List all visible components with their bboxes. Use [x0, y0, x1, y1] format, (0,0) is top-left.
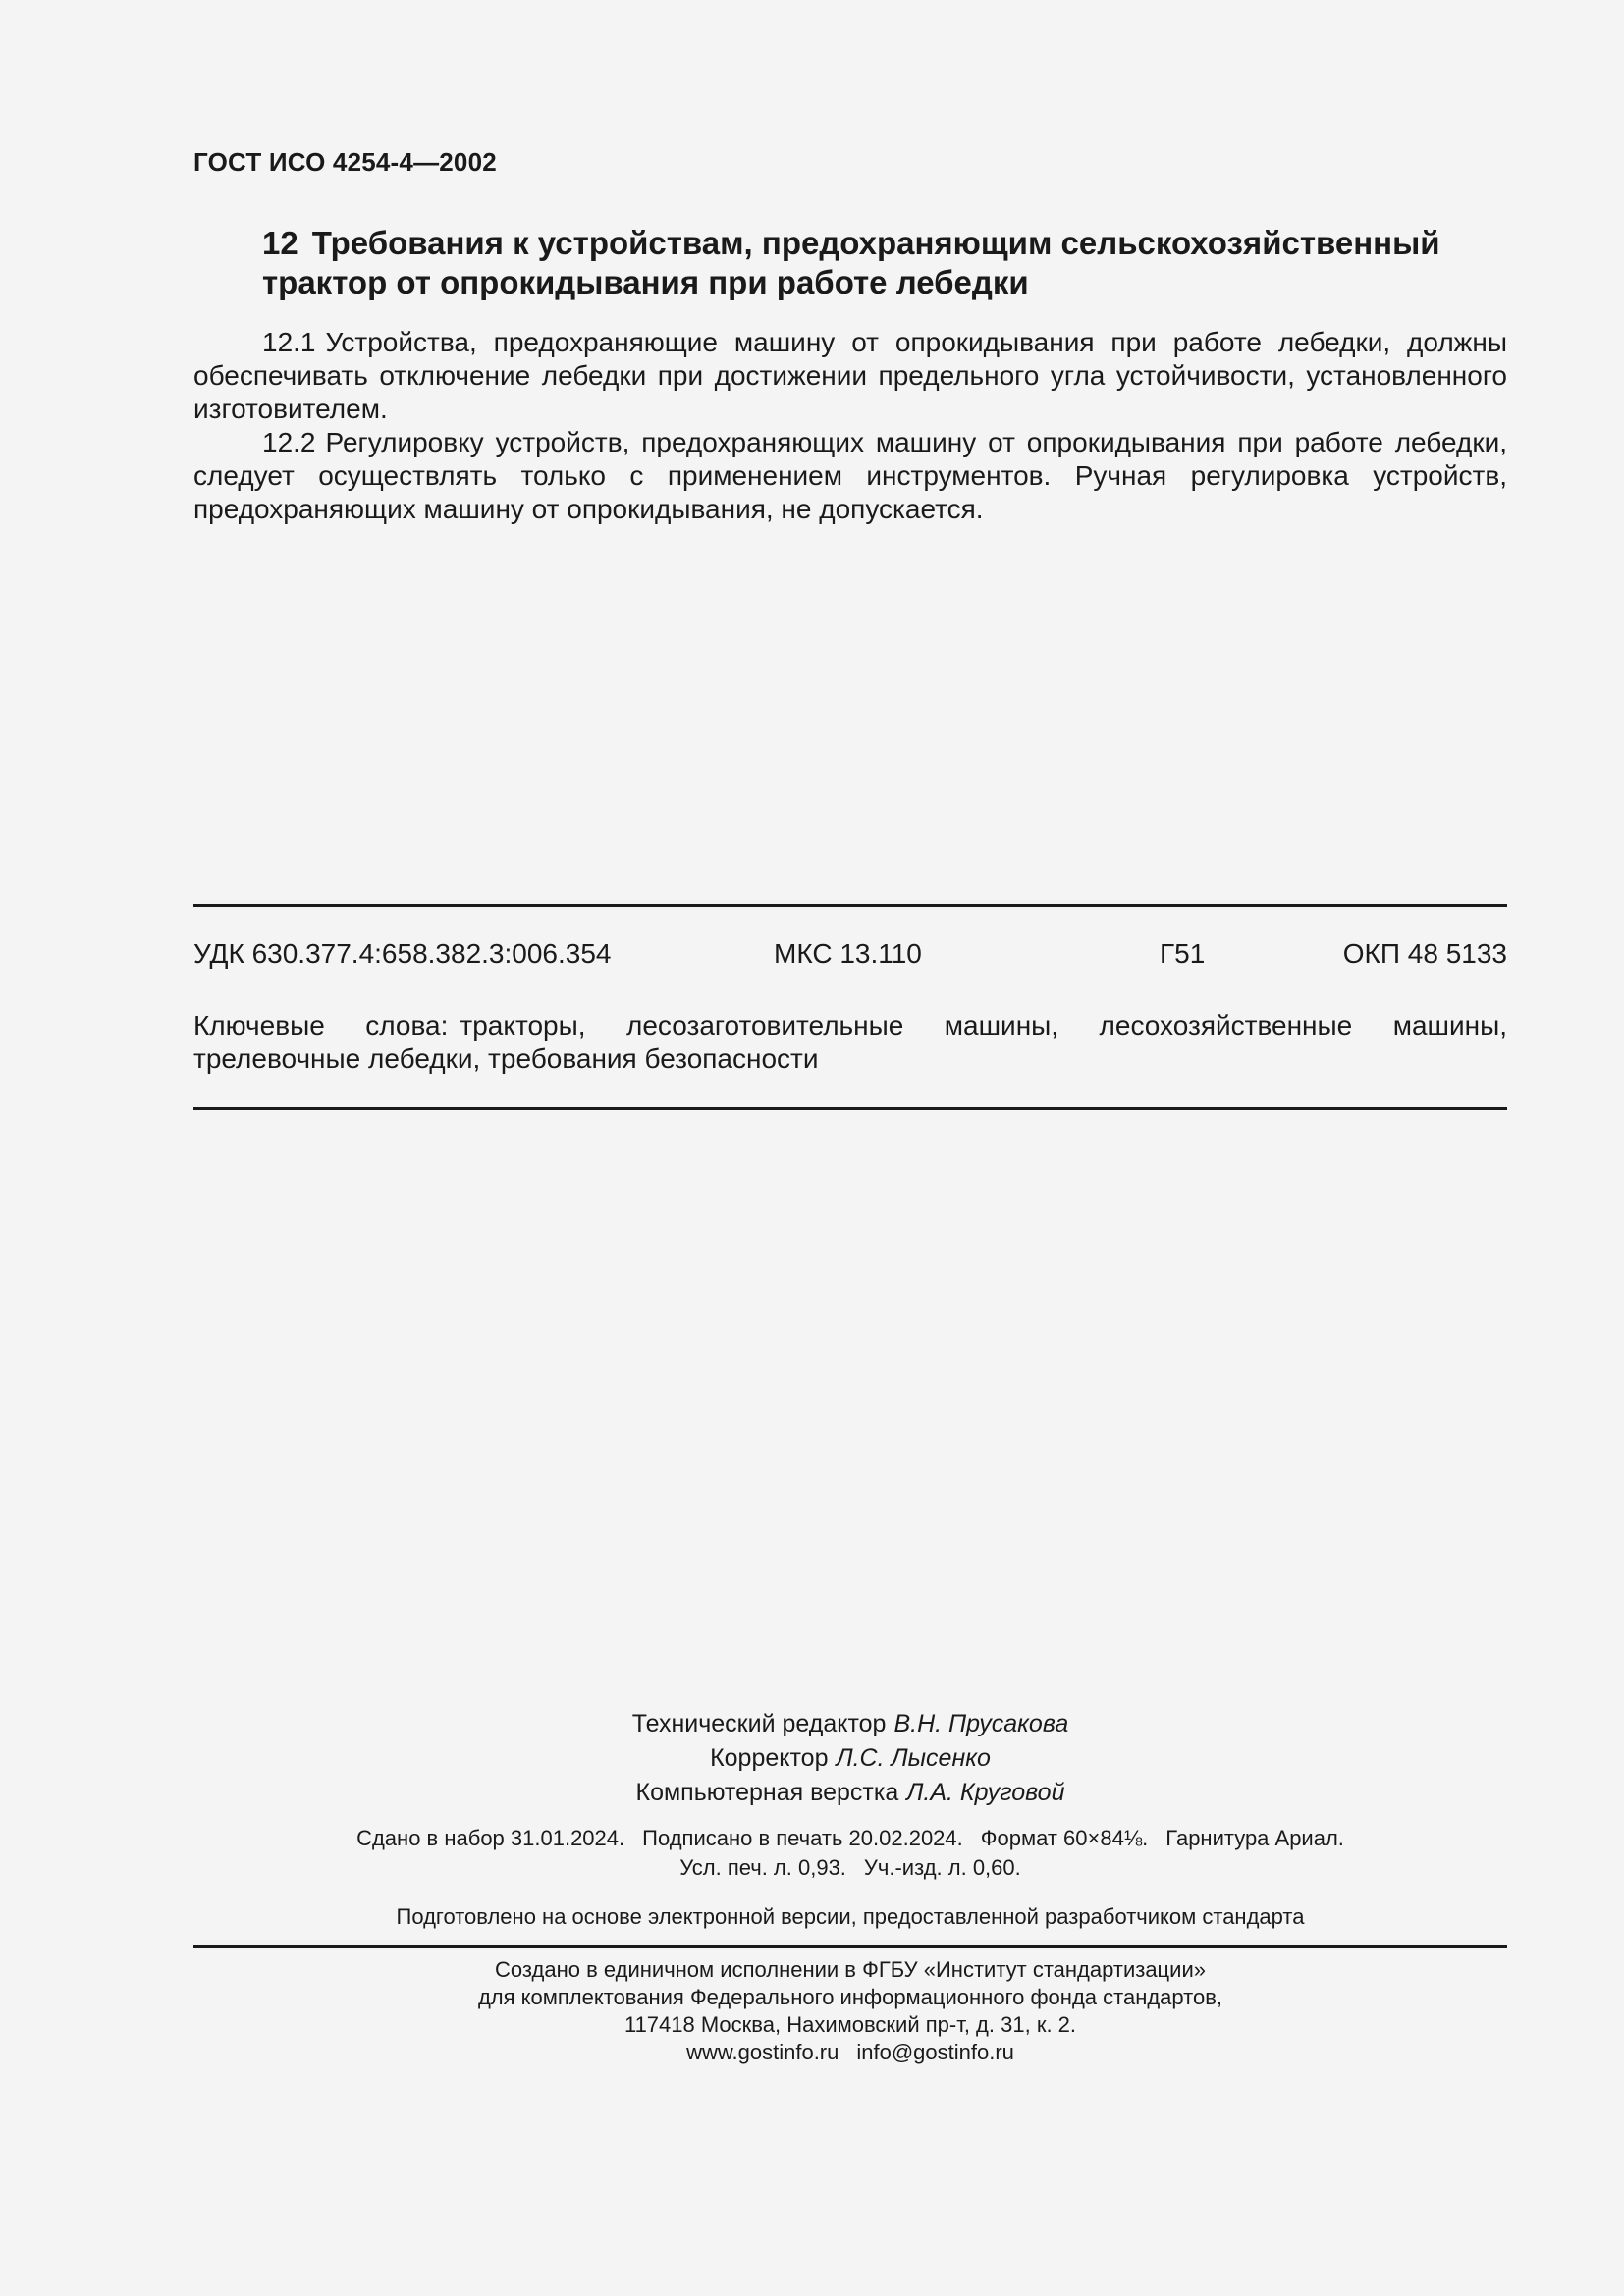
paragraph: [193, 326, 1507, 426]
email-link[interactable]: info@gostinfo.ru: [856, 2040, 1014, 2064]
credit-row: [193, 1741, 1507, 1776]
credit-name: В.Н. Прусакова: [893, 1710, 1069, 1737]
imprint: [193, 1824, 1507, 1883]
section-number: 12: [262, 225, 298, 261]
credit-row: [193, 1776, 1507, 1810]
imprint-line: [193, 1853, 1507, 1883]
divider-top: [193, 904, 1507, 907]
paragraph-text: Устройства, предохраняющие машину от опрокидывания при работе лебедки, должны обеспечивать отключение лебедки при достижении предельного угла устойчивости, установленного изготовителем.: [193, 327, 1507, 424]
imprint-format: Формат 60×84⅛.: [980, 1826, 1149, 1850]
udk-code: УДК 630.377.4:658.382.3:006.354: [193, 938, 612, 969]
credit-role: Компьютерная верстка: [635, 1779, 899, 1806]
website-link[interactable]: www.gostinfo.ru: [686, 2040, 839, 2064]
divider-publisher: [193, 1945, 1507, 1948]
okp-code: ОКП 48 5133: [1342, 938, 1507, 969]
publisher-address: 117418 Москва, Нахимовский пр-т, д. 31, к. 2.: [623, 2012, 1077, 2037]
imprint-typeset-date: Сдано в набор 31.01.2024.: [356, 1826, 625, 1850]
document-header: ГОСТ ИСО 4254-4—2002: [193, 147, 497, 177]
publisher-info: [193, 1956, 1507, 2066]
credit-role: Технический редактор: [631, 1710, 887, 1737]
classification-row: [193, 938, 1507, 972]
paragraph: [193, 426, 1507, 526]
imprint-publisher-sheets: Уч.-изд. л. 0,60.: [863, 1855, 1021, 1880]
group-code: Г51: [1160, 938, 1206, 969]
paragraph-number: 12.2: [262, 427, 316, 457]
credit-row: [193, 1707, 1507, 1741]
credit-name: Л.А. Круговой: [906, 1779, 1065, 1806]
credits: [193, 1707, 1507, 1810]
publisher-contacts: [193, 2039, 1507, 2066]
mks-code: МКС 13.110: [774, 938, 922, 969]
credit-role: Корректор: [710, 1744, 829, 1772]
section-title-text: Требования к устройствам, предохраняющим сельскохозяйственный трактор от опрокидывания при работе лебедки: [262, 225, 1440, 300]
publisher-line: Создано в единичном исполнении в ФГБУ «Институт стандартизации»: [495, 1957, 1206, 1982]
paragraph-number: 12.1: [262, 327, 316, 357]
publisher-line: для комплектования Федерального информационного фонда стандартов,: [477, 1985, 1223, 2009]
imprint-typeface: Гарнитура Ариал.: [1165, 1826, 1344, 1850]
imprint-print-sheets: Усл. печ. л. 0,93.: [679, 1855, 846, 1880]
divider-bottom: [193, 1107, 1507, 1110]
credit-name: Л.С. Лысенко: [836, 1744, 991, 1772]
keywords: [193, 1009, 1507, 1076]
keywords-text: тракторы, лесозаготовительные машины, лесохозяйственные машины, трелевочные лебедки, требования безопасности: [193, 1010, 1507, 1074]
keywords-label: Ключевые слова:: [193, 1010, 449, 1041]
paragraph-text: Регулировку устройств, предохраняющих машину от опрокидывания при работе лебедки, следует осуществлять только с применением инструментов. Ручная регулировка устройств, предохраняющих машину от опрокидывания, не допускается.: [193, 427, 1507, 524]
document-page: [193, 0, 1507, 2296]
prepared-note: Подготовлено на основе электронной версии, предоставленной разработчиком стандарта: [396, 1904, 1305, 1929]
imprint-signed-date: Подписано в печать 20.02.2024.: [642, 1826, 963, 1850]
imprint-line: [193, 1824, 1507, 1853]
section-title: [262, 224, 1507, 302]
section-body: [193, 326, 1507, 526]
